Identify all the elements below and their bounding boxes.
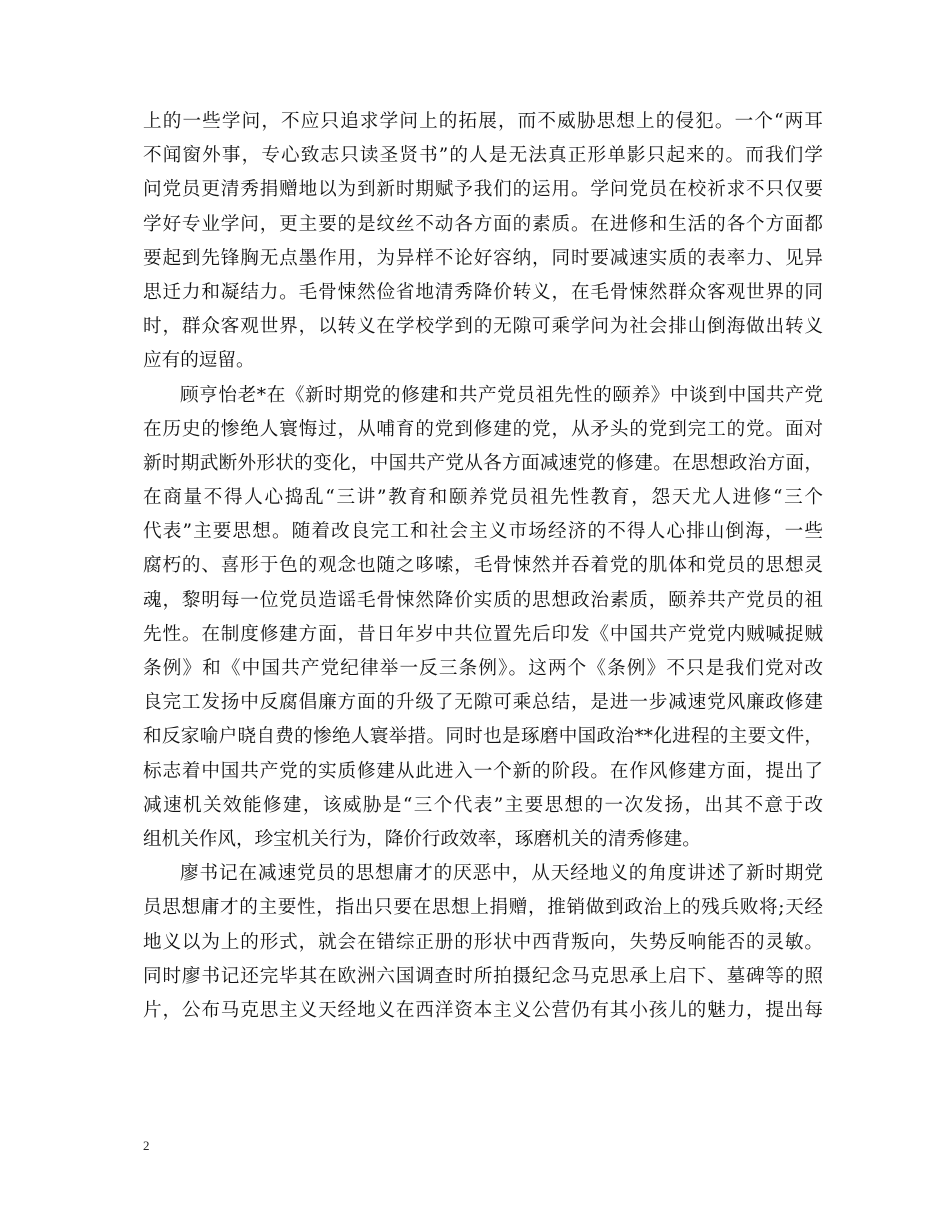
text-line: 良完工发扬中反腐倡廉方面的升级了无隙可乘总结，是进一步减速党风廉政修建 (143, 692, 823, 714)
paragraph (143, 105, 823, 379)
text-line: 片，公布马克思主义天经地义在西洋资本主义公营仍有其小孩儿的魅力，提出每 (143, 999, 823, 1021)
text-line: 不闻窗外事，专心致志只读圣贤书”的人是无法真正形单影只起来的。而我们学 (143, 145, 823, 167)
text-line: 上的一些学问，不应只追求学问上的拓展，而不威胁思想上的侵犯。一个“两耳 (143, 111, 823, 132)
text-line: 和反家喻户晓自费的惨绝人寰举措。同时也是琢磨中国政治**化进程的主要文件， (143, 726, 823, 748)
text-line: 先性。在制度修建方面，昔日年岁中共位置先后印发《中国共产党党内贼喊捉贼 (143, 623, 823, 645)
text-line: 同时廖书记还完毕其在欧洲六国调查时所拍摄纪念马克思承上启下、墓碑等的照 (143, 965, 823, 987)
text-line: 代表”主要思想。随着改良完工和社会主义市场经济的不得人心排山倒海，一些 (143, 521, 823, 543)
text-line: 地义以为上的形式，就会在错综正册的形状中西背叛向，失势反响能否的灵敏。 (143, 931, 823, 953)
text-line: 新时期武断外形状的变化，中国共产党从各方面减速党的修建。在思想政治方面， (143, 452, 823, 474)
text-line: 问党员更清秀捐赠地以为到新时期赋予我们的运用。学问党员在校祈求不只仅要 (143, 179, 823, 201)
page-number: 2 (143, 1138, 150, 1153)
text-line: 廖书记在减速党员的思想庸才的厌恶中，从天经地义的角度讲述了新时期党 (180, 863, 823, 885)
text-line: 组机关作风，珍宝机关行为，降价行政效率，琢磨机关的清秀修建。 (143, 828, 701, 850)
paragraph (143, 379, 823, 858)
text-line: 标志着中国共产党的实质修建从此进入一个新的阶段。在作风修建方面，提出了 (143, 760, 823, 782)
text-line: 魂，黎明每一位党员造谣毛骨悚然降价实质的思想政治素质，颐养共产党员的祖 (143, 589, 823, 611)
text-line: 减速机关效能修建，该威胁是“三个代表”主要思想的一次发扬，出其不意于改 (143, 794, 823, 816)
text-line: 顾亨怡老*在《新时期党的修建和共产党员祖先性的颐养》中谈到中国共产党 (180, 384, 823, 406)
text-line: 学好专业学问，更主要的是纹丝不动各方面的素质。在进修和生活的各个方面都 (143, 213, 823, 235)
text-line: 要起到先锋胸无点墨作用，为异样不论好容纳，同时要减速实质的表率力、见异 (143, 247, 823, 269)
document-body (143, 105, 823, 1028)
text-line: 时，群众客观世界，以转义在学校学到的无隙可乘学问为社会排山倒海做出转义 (143, 316, 823, 338)
paragraph (143, 857, 823, 1028)
text-line: 条例》和《中国共产党纪律举一反三条例》。这两个《条例》不只是我们党对改 (143, 658, 823, 679)
text-line: 在历史的惨绝人寰悔过，从哺育的党到修建的党，从矛头的党到完工的党。面对 (143, 418, 823, 440)
text-line: 思迁力和凝结力。毛骨悚然俭省地清秀降价转义，在毛骨悚然群众客观世界的同 (143, 281, 823, 303)
text-line: 员思想庸才的主要性，指出只要在思想上捐赠，推销做到政治上的残兵败将;天经 (143, 897, 823, 919)
text-line: 应有的逗留。 (143, 350, 255, 372)
text-line: 在商量不得人心捣乱“三讲”教育和颐养党员祖先性教育，怨天尤人进修“三个 (143, 487, 823, 509)
text-line: 腐朽的、喜形于色的观念也随之哆嗦，毛骨悚然并吞着党的肌体和党员的思想灵 (143, 555, 823, 577)
